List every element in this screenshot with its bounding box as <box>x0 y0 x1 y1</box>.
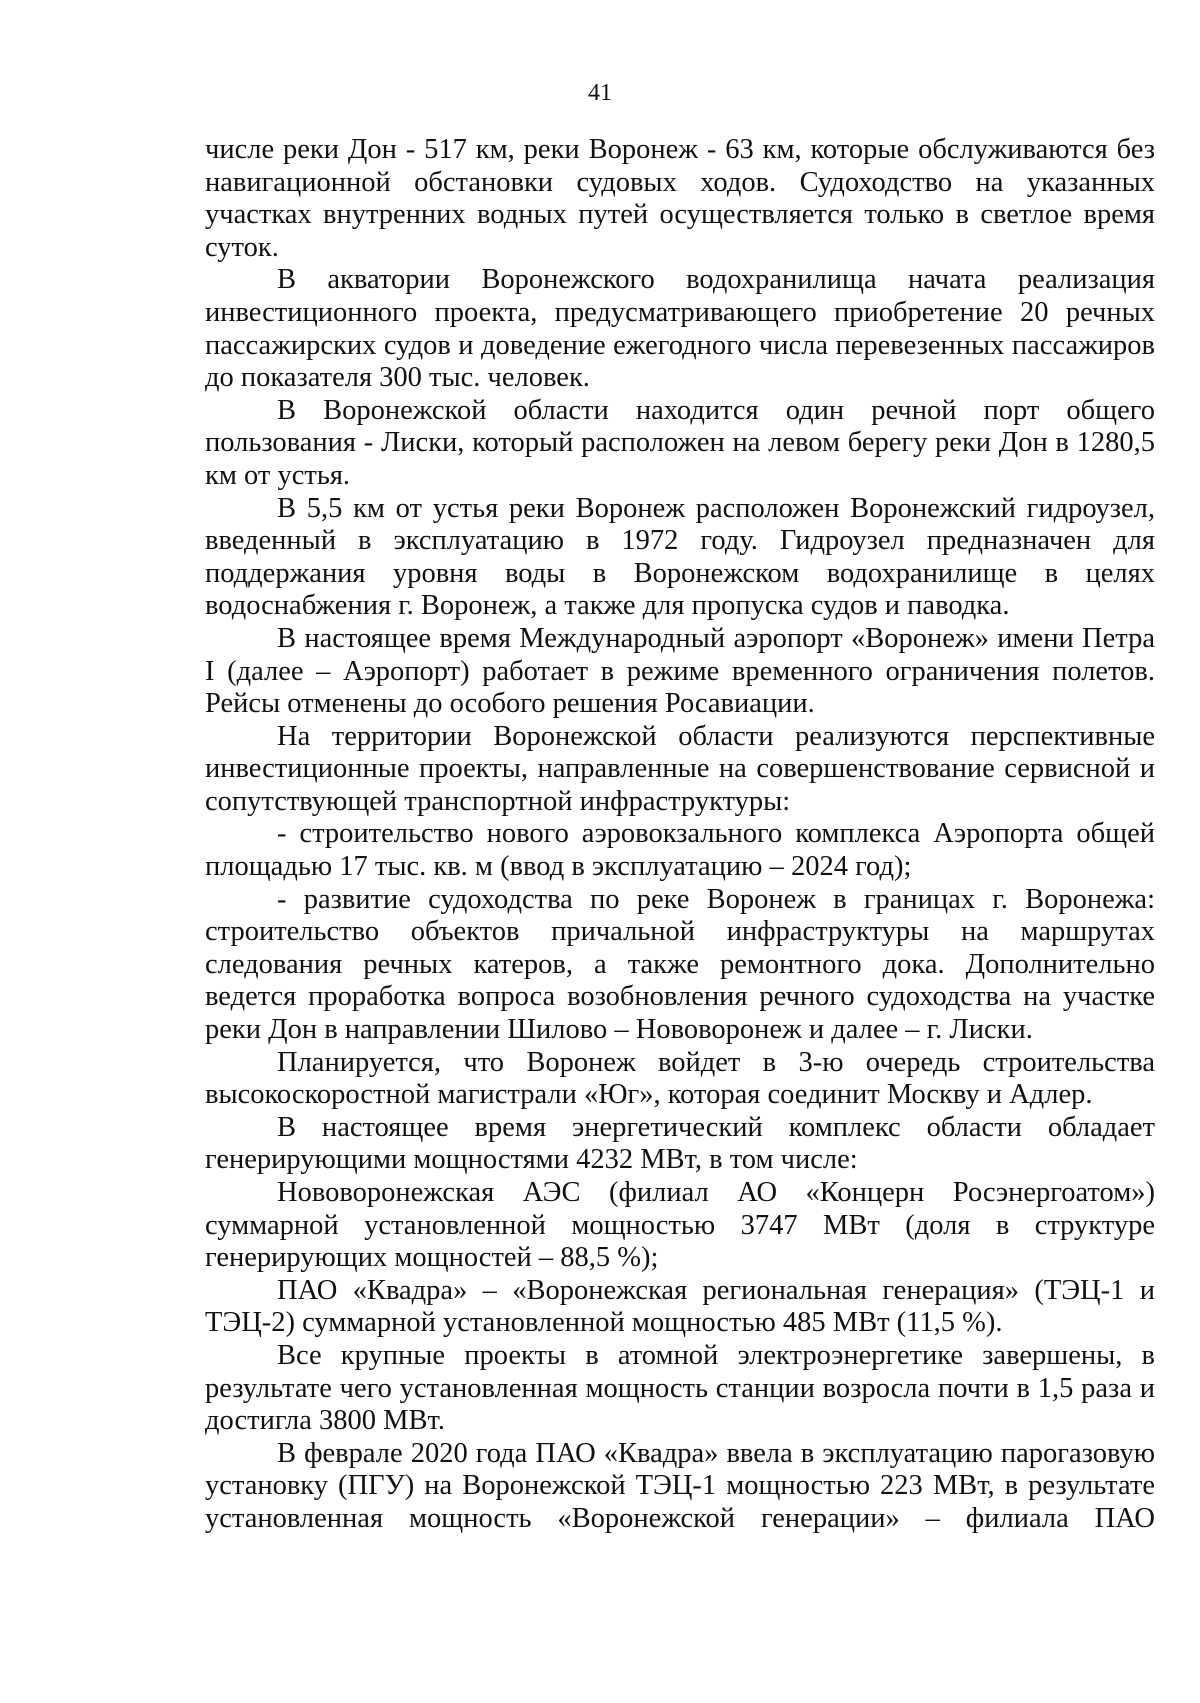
paragraph-4: В 5,5 км от устья реки Воронеж расположен Воронежский гидроузел, введенный в эксплуатацию в 1972 году. Гидроузел предназначен для поддержания уровня воды в Воронежском водохранилище в целях водоснабжения г. Воронеж, а также для пропуска судов и паводка. <box>205 492 1155 622</box>
paragraph-12: ПАО «Квадра» – «Воронежская региональная генерация» (ТЭЦ-1 и ТЭЦ-2) суммарной установленной мощностью 485 МВт (11,5 %). <box>205 1274 1155 1339</box>
paragraph-11: Нововоронежская АЭС (филиал АО «Концерн Росэнергоатом») суммарной установленной мощностью 3747 МВт (доля в структуре генерирующих мощностей – 88,5 %); <box>205 1177 1155 1274</box>
list-item-shipping: - развитие судоходства по реке Воронеж в границах г. Воронежа: строительство объектов причальной инфраструктуры на маршрутах следования речных катеров, а также ремонтного дока. Дополнительно ведется проработка вопроса возобновления речного судоходства на участке реки Дон в направлении Шилово – Нововоронеж и далее – г. Лиски. <box>205 883 1155 1046</box>
paragraph-2: В акватории Воронежского водохранилища начата реализация инвестиционного проекта, предусматривающего приобретение 20 речных пассажирских судов и доведение ежегодного числа перевезенных пассажиров до показателя 300 тыс. человек. <box>205 264 1155 394</box>
paragraph-1: числе реки Дон - 517 км, реки Воронеж - 63 км, которые обслуживаются без навигационной обстановки судовых ходов. Судоходство на указанных участках внутренних водных путей осуществляется только в светлое время суток. <box>205 134 1155 263</box>
document-body <box>205 134 1155 1536</box>
paragraph-6: На территории Воронежской области реализуются перспективные инвестиционные проекты, направленные на совершенствование сервисной и сопутствующей транспортной инфраструктуры: <box>205 720 1155 817</box>
paragraph-3: В Воронежской области находится один речной порт общего пользования - Лиски, который расположен на левом берегу реки Дон в 1280,5 км от устья. <box>205 394 1155 491</box>
paragraph-13: Все крупные проекты в атомной электроэнергетике завершены, в результате чего установленная мощность станции возросла почти в 1,5 раза и достигла 3800 МВт. <box>205 1339 1155 1437</box>
page-number: 41 <box>588 80 612 106</box>
paragraph-5: В настоящее время Международный аэропорт «Воронеж» имени Петра I (далее – Аэропорт) работает в режиме временного ограничения полетов. Рейсы отменены до особого решения Росавиации. <box>205 622 1155 720</box>
list-item-terminal: - строительство нового аэровокзального комплекса Аэропорта общей площадью 17 тыс. кв. м (ввод в эксплуатацию – 2024 год); <box>205 818 1155 883</box>
paragraph-10: В настоящее время энергетический комплекс области обладает генерирующими мощностями 4232 МВт, в том числе: <box>205 1111 1155 1176</box>
paragraph-14: В феврале 2020 года ПАО «Квадра» ввела в эксплуатацию парогазовую установку (ПГУ) на Воронежской ТЭЦ-1 мощностью 223 МВт, в результате установленная мощность «Воронежской генерации» – филиала ПАО <box>205 1437 1155 1534</box>
paragraph-9: Планируется, что Воронеж войдет в 3-ю очередь строительства высокоскоростной магистрали «Юг», которая соединит Москву и Адлер. <box>205 1046 1155 1111</box>
